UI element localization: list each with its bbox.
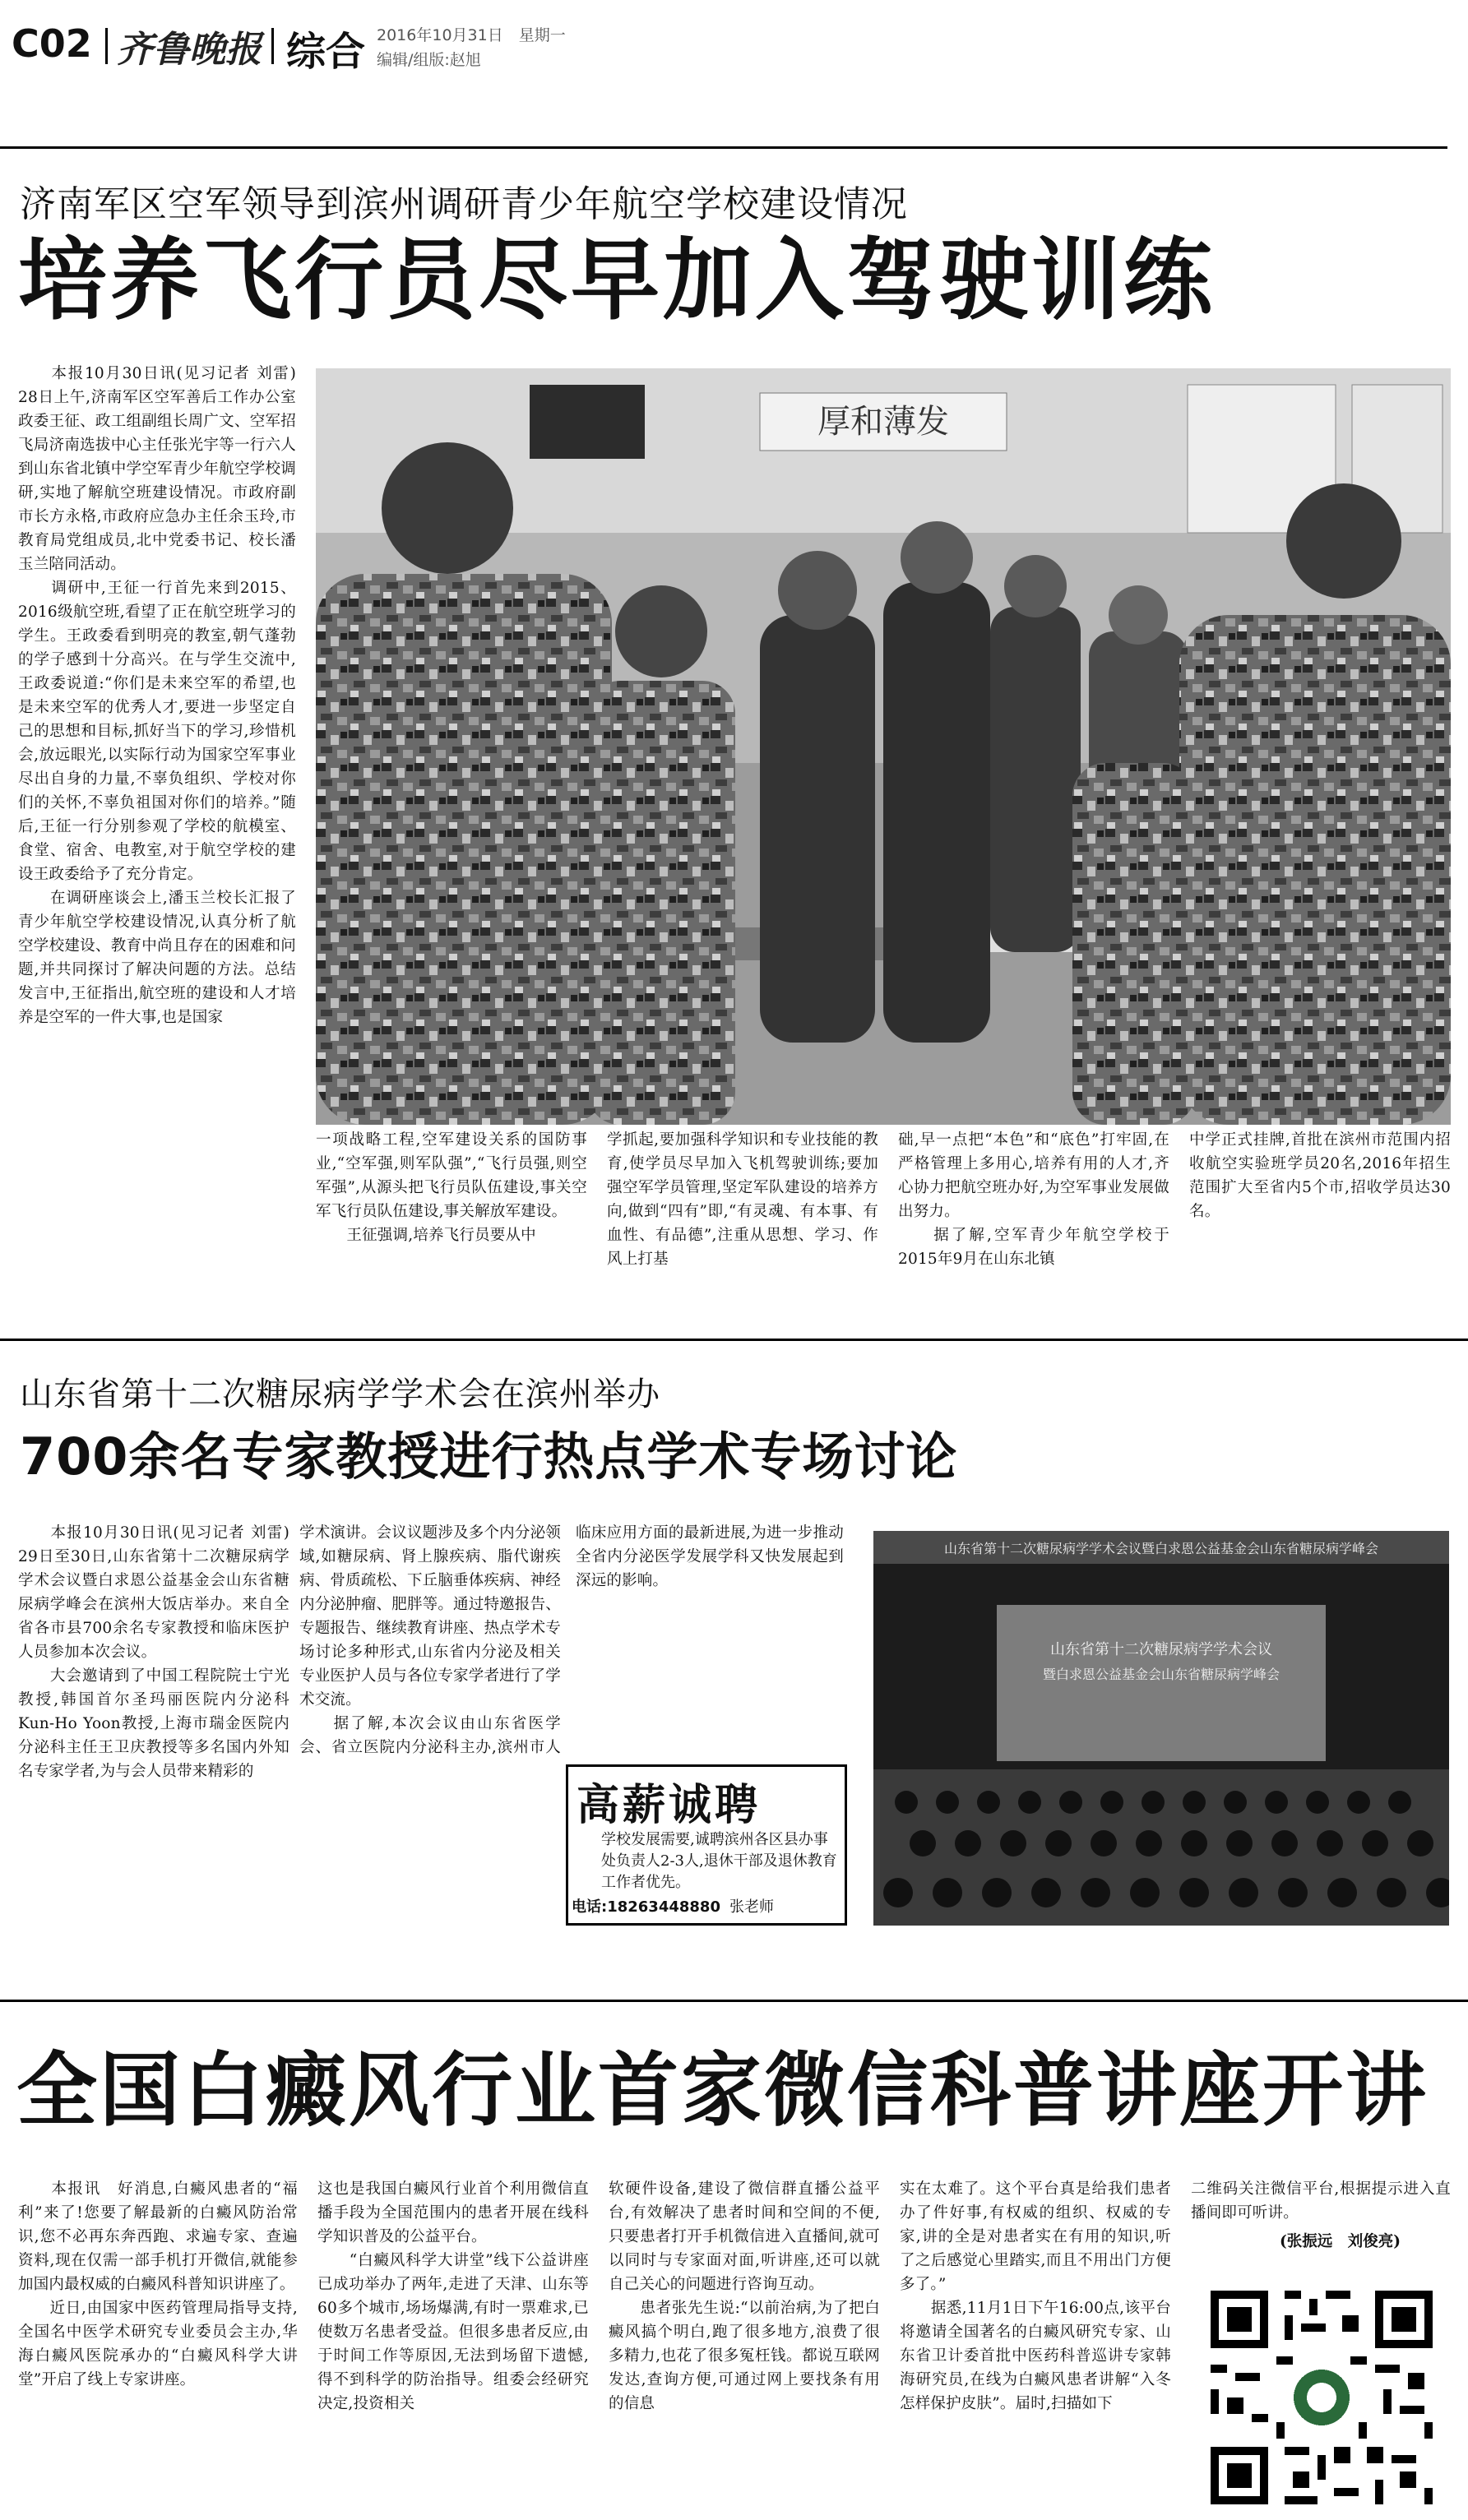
article1-column-5: 中学正式挂牌,首批在滨州市范围内招收航空实验班学员20名,2016年招生范围扩大至省内5个市,招收学员达30名。 — [1189, 1131, 1451, 1220]
page-number: C02 — [12, 21, 92, 66]
ad-title: 高薪诚聘 — [577, 1781, 762, 1830]
article3-column-3: 软硬件设备,建设了微信群直播公益平台,有效解决了患者时间和空间的不便,只要患者打开手机微信进入直播间,就可以同时与专家面对面,听讲座,还可以就自己关心的问题进行咨询互动。 患者张先生说:“以前治病,为了把白癜风搞个明白,跑了很多地方,浪费了很多精力,也花了很多冤枉钱。都说互联网发达,查询方便,可通过网上要找条有用的信息 — [609, 2180, 880, 2412]
article-rule — [0, 2000, 1468, 2002]
article2-photo — [873, 1531, 1449, 1926]
article3-column-5: 二维码关注微信平台,根据提示进入直播间即可听讲。 — [1191, 2180, 1451, 2222]
wechat-qr-code[interactable] — [1202, 2282, 1441, 2513]
article3-headline: 全国白癜风行业首家微信科普讲座开讲 — [16, 2044, 1429, 2138]
ad-contact: 张老师 — [729, 1898, 774, 1916]
screen-line-2: 暨白求恩公益基金会山东省糖尿病学峰会 — [1042, 1667, 1280, 1682]
header-divider — [105, 28, 108, 64]
article1-column-2: 一项战略工程,空军建设关系的国防事业,“空军强,则军队强”,“飞行员强,则空军强”,从源头把飞行员队伍建设,事关空军飞行员队伍建设,事关解放军建设。 王征强调,培养飞行员要从中 — [316, 1131, 587, 1244]
issue-date: 2016年10月31日 星期一 — [377, 26, 566, 44]
article2-column-1: 本报10月30日讯(见习记者 刘雷) 29日至30日,山东省第十二次糖尿病学学术会议暨白求恩公益基金会山东省糖尿病学峰会在滨州大饭店举办。来自全省各市县700余名专家教授和临床医护人员参加本次会议。 大会邀请到了中国工程院院士宁光教授,韩国首尔圣玛丽医院内分泌科Kun-Ho Yoon教授,上海市瑞金医院内分泌科主任王卫庆教授等多名国内外知名专家学者,为与会人员带来精彩的 — [18, 1524, 289, 1780]
header-divider — [271, 28, 274, 64]
wall-sign: 厚和薄发 — [817, 403, 949, 441]
article3-byline: (张振远 刘俊亮) — [1280, 2233, 1401, 2250]
article3-column-2: 这也是我国白癜风行业首个利用微信直播手段为全国范围内的患者开展在线科学知识普及的公益平台。 “白癜风科学大讲堂”线下公益讲座已成功举办了两年,走进了天津、山东等60多个城市,场场爆满,有时一票难求,已使数万名患者受益。但很多患者反应,由于时间工作等原因,无法到场留下遗憾,得不到科学的防治指导。组委会经研究决定,投资相关 — [317, 2180, 589, 2412]
article-rule — [0, 1339, 1468, 1341]
article2-column-2: 学术演讲。会议议题涉及多个内分泌领域,如糖尿病、肾上腺疾病、脂代谢疾病、骨质疏松、下丘脑垂体疾病、神经内分泌肿瘤、肥胖等。通过特邀报告、专题报告、继续教育讲座、热点学术专场讨论多种形式,山东省内分泌及相关专业医护人员与各位专家学者进行了学术交流。 据了解,本次会议由山东省医学会、省立医院内分泌科主办,滨州市人 — [299, 1524, 561, 1756]
article1-photo — [316, 368, 1451, 1125]
article2-subheadline: 山东省第十二次糖尿病学学术会在滨州举办 — [20, 1376, 660, 1413]
article1-subheadline: 济南军区空军领导到滨州调研青少年航空学校建设情况 — [20, 183, 908, 225]
article1-headline: 培养飞行员尽早加入驾驶训练 — [18, 229, 1216, 332]
article2-column-3: 临床应用方面的最新进展,为进一步推动全省内分泌医学发展学科又快发展起到深远的影响。 — [576, 1524, 844, 1589]
article1-column-3: 学抓起,要加强科学知识和专业技能的教育,使学员尽早加入飞机驾驶训练;要加强空军学员管理,坚定军队建设的培养方向,做到“四有”即,“有灵魂、有本事、有血性、有品德”,注重从思想、学习、作风上打基 — [607, 1131, 878, 1268]
ad-phone: 电话:18263448880 — [572, 1898, 720, 1916]
paper-name: 齐鲁晚报 — [117, 29, 262, 71]
section-name: 综合 — [286, 29, 366, 75]
hall-banner-text: 山东省第十二次糖尿病学学术会议暨白求恩公益基金会山东省糖尿病学峰会 — [943, 1541, 1379, 1556]
article3-column-1: 本报讯 好消息,白癜风患者的“福利”来了!您要了解最新的白癜风防治常识,您不必再东奔西跑、求遍专家、查遍资料,现在仅需一部手机打开微信,就能参加国内最权威的白癜风科普知识讲座了。 近日,由国家中医药管理局指导支持,全国名中医学术研究专业委员会主办,华海白癜风医院承办的“白癜风科学大讲堂”开启了线上专家讲座。 — [18, 2180, 298, 2388]
screen-line-1: 山东省第十二次糖尿病学学术会议 — [1050, 1641, 1272, 1658]
article3-column-4: 实在太难了。这个平台真是给我们患者办了件好事,有权威的组织、权威的专家,讲的全是对患者实在有用的知识,听了之后感觉心里踏实,而且不用出门方便多了。” 据悉,11月1日下午16:00点,该平台将邀请全国著名的白癜风研究专家、山东省卫计委首批中医药科普巡讲专家韩海研究员,在线为白癜风患者讲解“入冬怎样保护皮肤”。届时,扫描如下 — [900, 2180, 1171, 2412]
ad-body: 学校发展需要,诚聘滨州各区县办事处负责人2-3人,退休干部及退休教育工作者优先。 — [601, 1831, 837, 1891]
recruitment-ad — [566, 1764, 847, 1926]
article2-headline: 700余名专家教授进行热点学术专场讨论 — [20, 1426, 958, 1487]
header-rule — [0, 146, 1447, 149]
editor-credit: 编辑/组版:赵旭 — [377, 51, 481, 69]
article1-column-4: 础,早一点把“本色”和“底色”打牢固,在严格管理上多用心,培养有用的人才,齐心协力把航空班办好,为空军事业发展做出努力。 据了解,空军青少年航空学校于2015年9月在山东北镇 — [898, 1131, 1169, 1268]
article1-column-1: 本报10月30日讯(见习记者 刘雷) 28日上午,济南军区空军善后工作办公室政委王征、政工组副组长周广文、空军招飞局济南选拔中心主任张光宇等一行六人到山东省北镇中学空军青少年航空学校调研,实地了解航空班建设情况。市政府副市长方永格,市政府应急办主任余玉玲,市教育局党组成员,北中党委书记、校长潘玉兰陪同活动。 调研中,王征一行首先来到2015、2016级航空班,看望了正在航空班学习的学生。王政委看到明亮的教室,朝气蓬勃的学子感到十分高兴。在与学生交流中,王政委说道:“你们是未来空军的希望,也是未来空军的优秀人才,要进一步坚定自己的思想和目标,抓好当下的学习,珍惜机会,放远眼光,以实际行动为国家空军事业尽出自身的力量,不辜负组织、学校对你们的关怀,不辜负祖国对你们的培养。”随后,王征一行分别参观了学校的航模室、食堂、宿舍、电教室,对于航空学校的建设王政委给予了充分肯定。 在调研座谈会上,潘玉兰校长汇报了青少年航空学校建设情况,认真分析了航空学校建设、教育中尚且存在的困难和问题,并共同探讨了解决问题的方法。总结发言中,王征指出,航空班的建设和人才培养是空军的一件大事,也是国家 — [18, 365, 296, 1026]
